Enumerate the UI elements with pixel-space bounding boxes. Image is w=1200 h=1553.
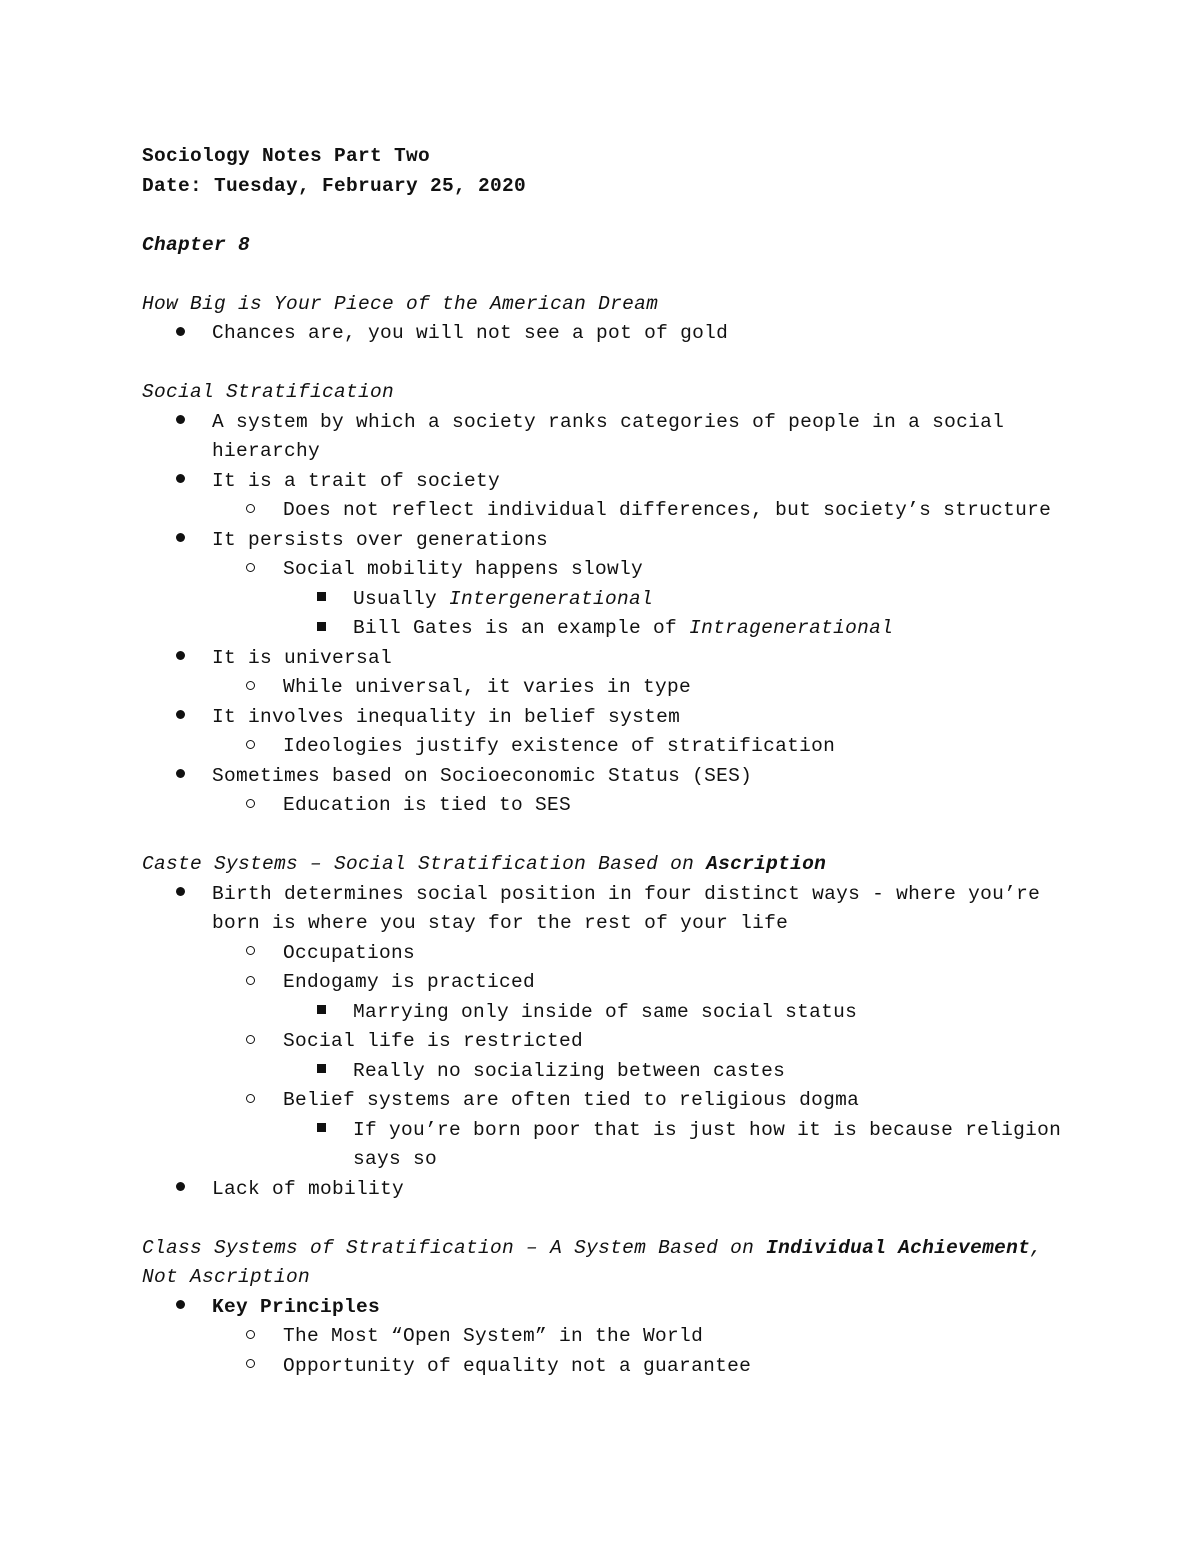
bullet-circle-icon: [246, 968, 255, 998]
list-item-text: Marrying only inside of same social status: [353, 1000, 858, 1023]
list-item: [142, 762, 1062, 792]
bullet-list: [142, 880, 1062, 1205]
bullet-circle-icon: [246, 673, 255, 703]
list-item: [142, 703, 1062, 733]
list-item: [142, 585, 1062, 615]
list-item: [142, 673, 1062, 703]
bullet-square-icon: [317, 998, 326, 1028]
chapter-heading: Chapter 8: [142, 233, 251, 256]
list-item: [142, 1293, 1062, 1323]
list-item-text: Belief systems are often tied to religious dogma: [283, 1089, 860, 1111]
list-item: [142, 496, 1062, 526]
bullet-circle-icon: [246, 496, 255, 526]
bullet-circle-icon: [246, 1027, 255, 1057]
document-page: [142, 142, 1062, 1381]
bullet-list: [142, 319, 1062, 349]
list-item: [142, 526, 1062, 556]
heading-text: Class Systems of Stratification – A System Based on: [142, 1236, 767, 1259]
list-item-text: While universal, it varies in type: [283, 676, 692, 698]
bullet-dot-icon: [176, 319, 185, 349]
list-item-text: The Most “Open System” in the World: [283, 1325, 704, 1347]
list-item: [142, 467, 1062, 497]
list-item: [142, 939, 1062, 969]
bullet-square-icon: [317, 585, 326, 615]
list-item-text: Lack of mobility: [212, 1177, 405, 1200]
bullet-circle-icon: [246, 1322, 255, 1352]
list-item-text: Does not reflect individual differences, but society’s structure: [283, 499, 1052, 521]
list-item-text: A system by which a society ranks categories of people in a social hierarchy: [212, 410, 1005, 462]
bullet-list: [142, 1293, 1062, 1382]
list-item-text: Education is tied to SES: [283, 794, 572, 816]
list-item: [142, 614, 1062, 644]
list-item: [142, 1175, 1062, 1205]
list-item: [142, 791, 1062, 821]
list-item-text: Sometimes based on Socioeconomic Status (SES): [212, 764, 753, 787]
list-item: [142, 998, 1062, 1028]
bullet-circle-icon: [246, 1086, 255, 1116]
list-item-text: It is a trait of society: [212, 469, 501, 492]
emphasis-term: Intragenerational: [689, 617, 894, 639]
bullet-square-icon: [317, 614, 326, 644]
bullet-dot-icon: [176, 762, 185, 792]
bullet-square-icon: [317, 1057, 326, 1087]
bullet-dot-icon: [176, 467, 185, 497]
bullet-dot-icon: [176, 1175, 185, 1205]
heading-text: , Not Ascription: [142, 1236, 1055, 1288]
bullet-dot-icon: [176, 408, 185, 438]
list-item: [142, 968, 1062, 998]
list-item: [142, 1322, 1062, 1352]
bullet-dot-icon: [176, 703, 185, 733]
bullet-circle-icon: [246, 555, 255, 585]
list-item: [142, 1116, 1062, 1175]
list-item-text: Social life is restricted: [283, 1030, 584, 1052]
heading-bold-term: Ascription: [706, 853, 827, 875]
list-item-text: Occupations: [283, 941, 416, 964]
list-item: [142, 732, 1062, 762]
list-item-text: Birth determines social position in four distinct ways - where you’re born is where you stay for the rest of your life: [212, 882, 1041, 934]
list-item: [142, 1086, 1062, 1116]
list-item: [142, 1352, 1062, 1382]
document-title: Sociology Notes Part Two: [142, 145, 431, 167]
list-item-text: It involves inequality in belief system: [212, 705, 681, 728]
list-item-text: Social mobility happens slowly: [283, 558, 644, 580]
list-item: [142, 1027, 1062, 1057]
list-item: [142, 555, 1062, 585]
bullet-circle-icon: [246, 791, 255, 821]
document-date: Date: Tuesday, February 25, 2020: [142, 174, 527, 197]
bullet-circle-icon: [246, 1352, 255, 1382]
bullet-list: [142, 408, 1062, 821]
section-heading-caste-systems: [142, 850, 1062, 880]
list-item-text: If you’re born poor that is just how it is because religion says so: [353, 1118, 1062, 1170]
emphasis-term: Intergenerational: [449, 587, 654, 610]
bullet-dot-icon: [176, 526, 185, 556]
list-item-text: It persists over generations: [212, 528, 549, 551]
list-item: [142, 1057, 1062, 1087]
list-item-text: Endogamy is practiced: [283, 971, 536, 993]
bullet-dot-icon: [176, 880, 185, 910]
list-item: [142, 880, 1062, 939]
bullet-square-icon: [317, 1116, 326, 1146]
heading-bold-term: Individual Achievement: [766, 1236, 1031, 1259]
list-item: [142, 408, 1062, 467]
bullet-dot-icon: [176, 1293, 185, 1323]
list-item-text: Opportunity of equality not a guarantee: [283, 1354, 752, 1377]
list-item-text: Really no socializing between castes: [353, 1059, 786, 1082]
list-item-text: Chances are, you will not see a pot of gold: [212, 322, 729, 344]
heading-text: Caste Systems – Social Stratification Based on: [142, 853, 707, 875]
list-item: [142, 319, 1062, 349]
list-item-text: Bill Gates is an example of: [353, 617, 690, 639]
list-item-text: It is universal: [212, 646, 393, 669]
section-heading-social-stratification: Social Stratification: [142, 381, 395, 403]
bullet-circle-icon: [246, 732, 255, 762]
list-item: [142, 644, 1062, 674]
list-item-text: Usually: [353, 587, 450, 610]
list-item-text: Ideologies justify existence of stratification: [283, 735, 836, 757]
bullet-dot-icon: [176, 644, 185, 674]
list-item-text: Key Principles: [212, 1295, 381, 1318]
section-heading-class-systems: [142, 1234, 1062, 1293]
bullet-circle-icon: [246, 939, 255, 969]
section-heading-american-dream: How Big is Your Piece of the American Dream: [142, 292, 659, 315]
